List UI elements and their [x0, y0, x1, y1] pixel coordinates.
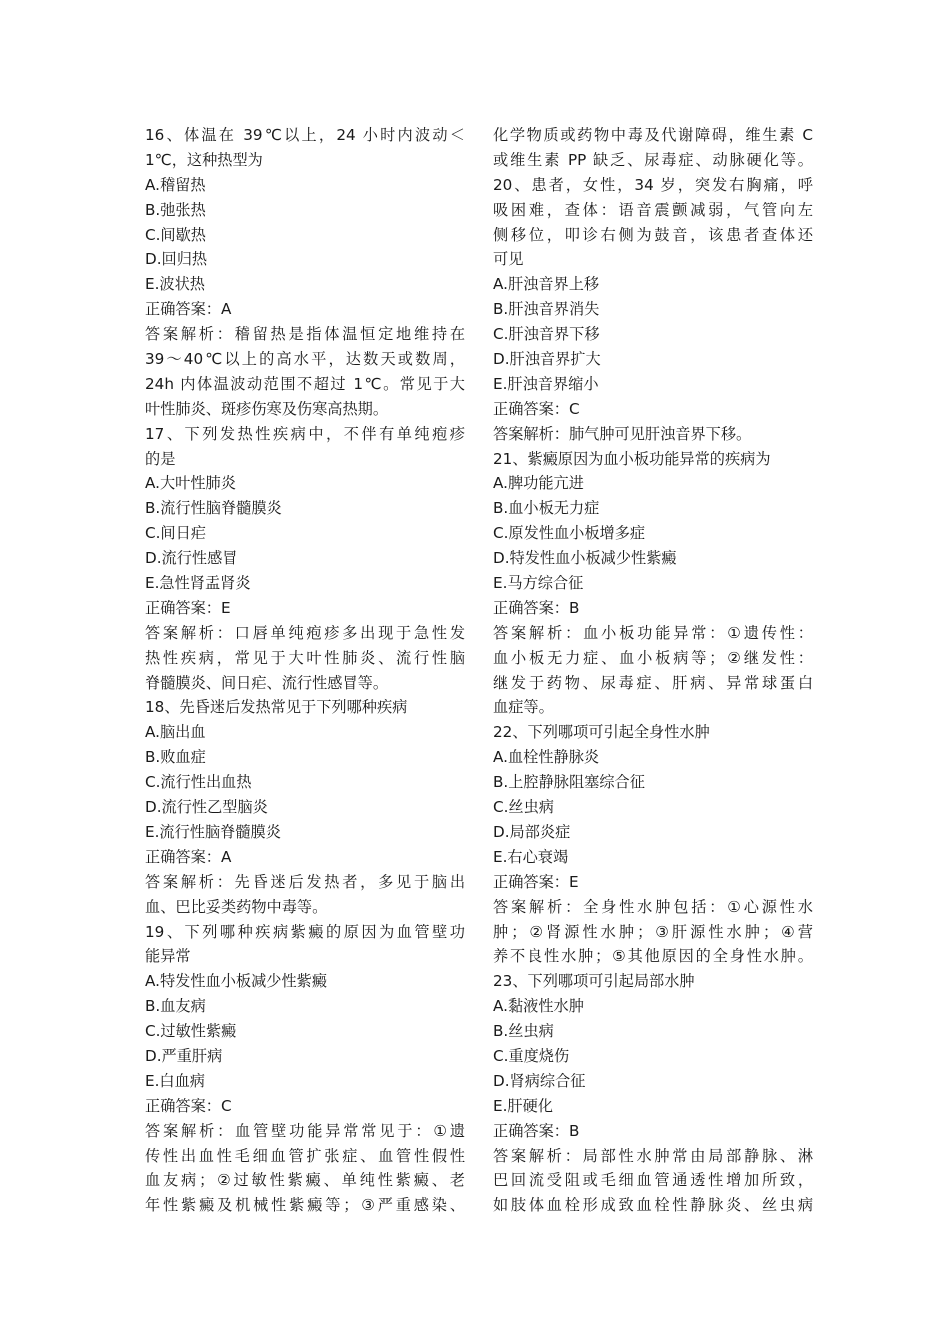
text-line: C.原发性血小板增多症	[493, 524, 646, 543]
text-line: E.流行性脑脊髓膜炎	[145, 822, 281, 841]
text-line: 正确答案：A	[145, 847, 232, 866]
text-line: C.流行性出血热	[145, 773, 252, 792]
text-line: D.回归热	[145, 250, 208, 269]
text-line: 血友病；②过敏性紫癜、单纯性紫癜、老	[145, 1171, 465, 1190]
text-line: E.波状热	[145, 275, 205, 294]
text-line: D.肝浊音界扩大	[493, 350, 601, 369]
text-line: 脊髓膜炎、间日疟、流行性感冒等。	[145, 673, 388, 692]
text-line: A.脑出血	[145, 723, 206, 742]
text-line: 24h 内体温波动范围不超过 1℃。常见于大	[145, 374, 465, 393]
text-line: 答案解析：先昏迷后发热者，多见于脑出	[145, 872, 465, 891]
text-line: 血小板无力症、血小板病等；②继发性：	[493, 648, 813, 667]
text-line: C.过敏性紫癜	[145, 1022, 237, 1041]
text-line: 答案解析：局部性水肿常由局部静脉、淋	[493, 1146, 813, 1165]
text-line: 答案解析：全身性水肿包括：①心源性水	[493, 897, 813, 916]
text-line: B.上腔静脉阻塞综合征	[493, 773, 645, 792]
text-line: 21、紫癜原因为血小板功能异常的疾病为	[493, 449, 771, 468]
text-line: 的是	[145, 449, 176, 468]
text-line: 正确答案：E	[493, 872, 579, 891]
text-line: 正确答案：E	[145, 598, 231, 617]
text-line: 继发于药物、尿毒症、肝病、异常球蛋白	[493, 673, 813, 692]
text-line: 巴回流受阻或毛细血管通透性增加所致，	[493, 1171, 813, 1190]
text-line: E.白血病	[145, 1071, 205, 1090]
text-line: D.特发性血小板减少性紫癜	[493, 549, 677, 568]
text-line: 血症等。	[493, 698, 554, 717]
text-line: 答案解析：血管壁功能异常常见于：①遗	[145, 1121, 465, 1140]
text-line: B.败血症	[145, 748, 206, 767]
text-line: 39～40℃以上的高水平，达数天或数周，	[145, 350, 465, 369]
text-line: 18、先昏迷后发热常见于下列哪种疾病	[145, 698, 408, 717]
text-line: 能异常	[145, 947, 191, 966]
text-line: C.丝虫病	[493, 798, 554, 817]
text-line: 叶性肺炎、斑疹伤寒及伤寒高热期。	[145, 399, 388, 418]
text-line: C.间日疟	[145, 524, 206, 543]
text-line: E.肝硬化	[493, 1096, 553, 1115]
right-text-column	[493, 123, 813, 1218]
text-line: B.血小板无力症	[493, 499, 600, 518]
text-line: 22、下列哪项可引起全身性水肿	[493, 723, 710, 742]
text-line: 吸困难，查体：语音震颤减弱，气管向左	[493, 200, 813, 219]
text-line: 正确答案：B	[493, 598, 580, 617]
text-line: B.肝浊音界消失	[493, 300, 600, 319]
text-line: B.血友病	[145, 997, 206, 1016]
text-line: A.大叶性肺炎	[145, 474, 236, 493]
text-line: 热性疾病，常见于大叶性肺炎、流行性脑	[145, 648, 465, 667]
text-line: 养不良性水肿；⑤其他原因的全身性水肿。	[493, 947, 813, 966]
text-line: B.流行性脑脊髓膜炎	[145, 499, 282, 518]
text-line: A.稽留热	[145, 175, 206, 194]
text-line: 答案解析：稽留热是指体温恒定地维持在	[145, 325, 465, 344]
text-line: 19、下列哪种疾病紫癜的原因为血管壁功	[145, 922, 465, 941]
text-line: B.丝虫病	[493, 1022, 554, 1041]
text-line: A.脾功能亢进	[493, 474, 584, 493]
text-line: 17、下列发热性疾病中，不伴有单纯疱疹	[145, 424, 465, 443]
text-line: 答案解析：血小板功能异常：①遗传性：	[493, 623, 813, 642]
text-line: D.局部炎症	[493, 822, 571, 841]
text-line: A.血栓性静脉炎	[493, 748, 600, 767]
text-line: 血、巴比妥类药物中毒等。	[145, 897, 328, 916]
text-line: 如肢体血栓形成致血栓性静脉炎、丝虫病	[493, 1196, 813, 1215]
text-line: A.肝浊音界上移	[493, 275, 600, 294]
text-line: 20、患者，女性，34 岁，突发右胸痛，呼	[493, 175, 813, 194]
text-line: 16、体温在 39℃以上，24 小时内波动＜	[145, 126, 465, 144]
text-line: D.流行性乙型脑炎	[145, 798, 268, 817]
text-line: 正确答案：A	[145, 300, 232, 319]
text-line: C.重度烧伤	[493, 1046, 570, 1065]
text-line: A.黏液性水肿	[493, 997, 584, 1016]
text-line: 正确答案：B	[493, 1121, 580, 1140]
text-line: D.流行性感冒	[145, 549, 238, 568]
text-line: 23、下列哪项可引起局部水肿	[493, 972, 695, 991]
text-line: E.肝浊音界缩小	[493, 374, 599, 393]
text-line: 答案解析：口唇单纯疱疹多出现于急性发	[145, 623, 465, 642]
text-line: B.弛张热	[145, 200, 206, 219]
text-line: D.肾病综合征	[493, 1071, 586, 1090]
text-line: E.马方综合征	[493, 574, 584, 593]
text-line: 正确答案：C	[493, 399, 580, 418]
text-line: A.特发性血小板减少性紫癜	[145, 972, 328, 991]
text-line: E.急性肾盂肾炎	[145, 574, 251, 593]
text-line: 或维生素 PP 缺乏、尿毒症、动脉硬化等。	[493, 150, 813, 169]
left-text-column	[145, 123, 465, 1218]
text-line: 化学物质或药物中毒及代谢障碍，维生素 C	[493, 126, 813, 144]
text-line: E.右心衰竭	[493, 847, 569, 866]
text-line: 答案解析：肺气肿可见肝浊音界下移。	[493, 424, 752, 443]
text-line: 肿；②肾源性水肿；③肝源性水肿；④营	[493, 922, 813, 941]
text-line: 侧移位，叩诊右侧为鼓音，该患者查体还	[493, 225, 813, 244]
text-line: C.间歇热	[145, 225, 206, 244]
text-line: 正确答案：C	[145, 1096, 232, 1115]
text-line: 可见	[493, 250, 524, 269]
text-line: C.肝浊音界下移	[493, 325, 600, 344]
text-line: 1℃，这种热型为	[145, 150, 263, 169]
text-line: D.严重肝病	[145, 1046, 223, 1065]
text-line: 传性出血性毛细血管扩张症、血管性假性	[145, 1146, 465, 1165]
text-line: 年性紫癜及机械性紫癜等；③严重感染、	[145, 1196, 465, 1215]
